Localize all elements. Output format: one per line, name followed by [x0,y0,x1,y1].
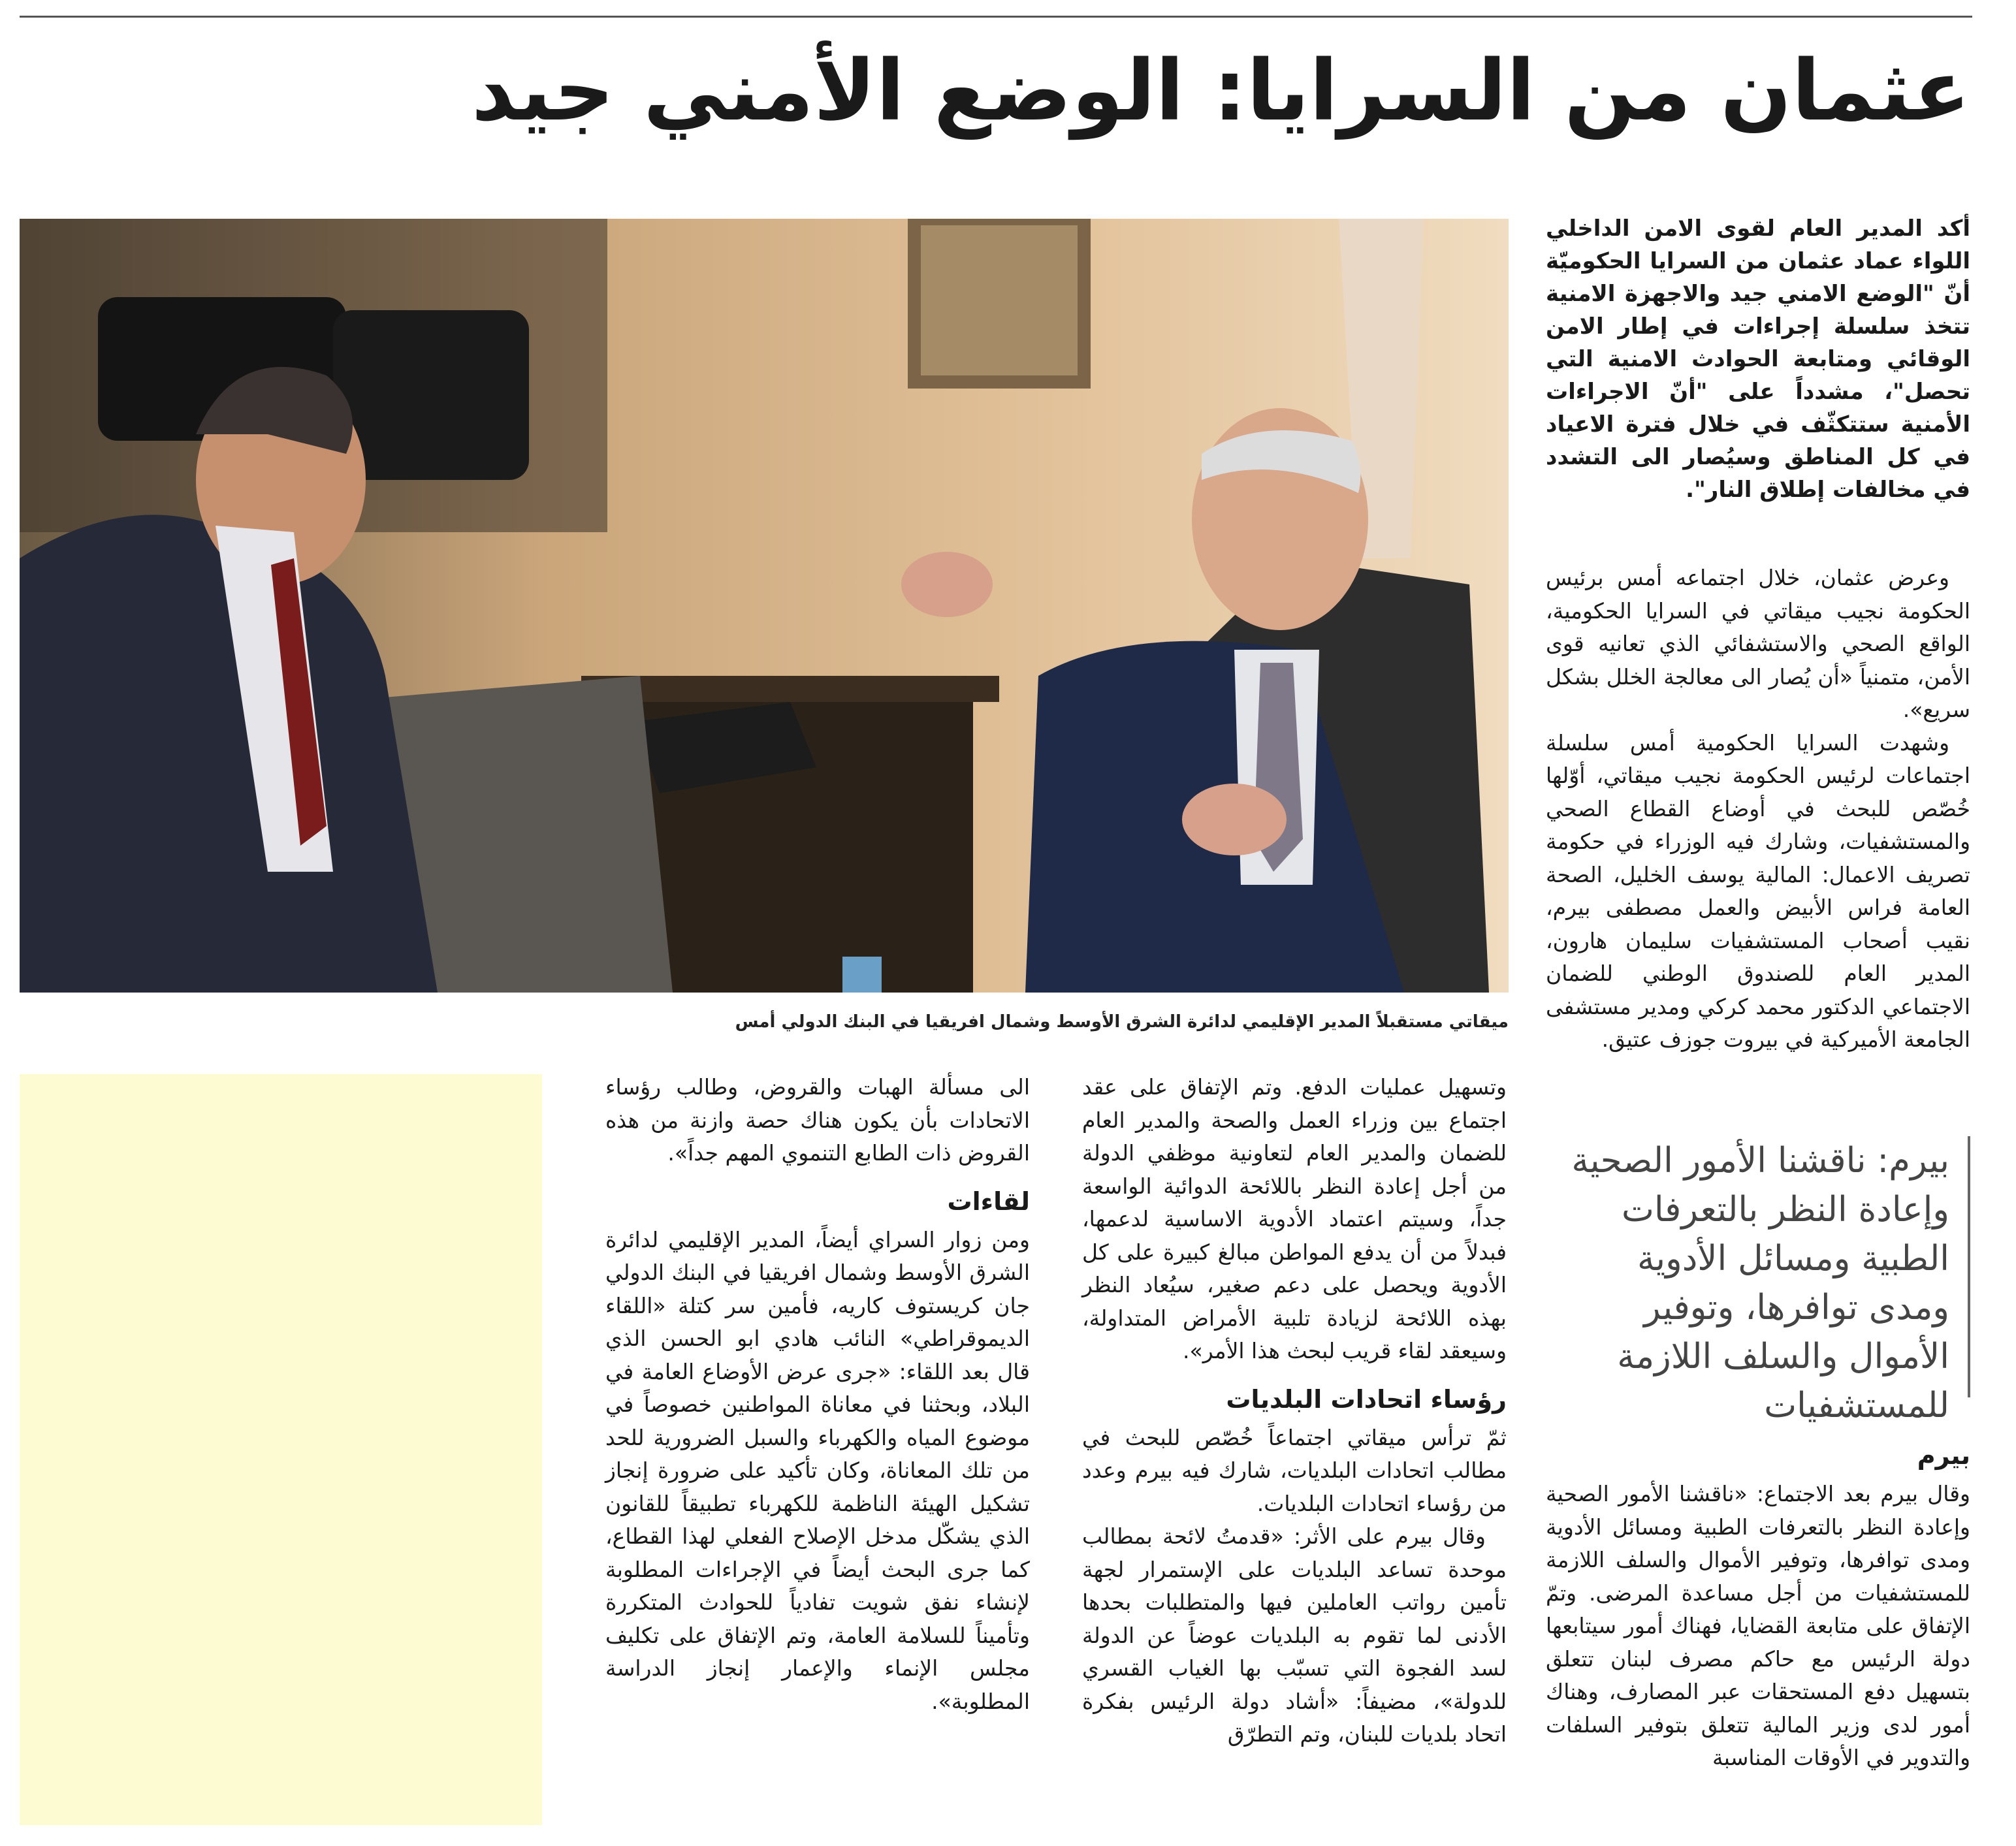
meeting-photo-illustration [20,219,1509,993]
column3-paragraph-2: ومن زوار السراي أيضاً، المدير الإقليمي لدائرة الشرق الأوسط وشمال افريقيا في البنك الدولي جان كريستوف كاريه، فأمين سر كتلة «اللقاء الديموقراطي» النائب هادي ابو الحسن الذي قال بعد اللقاء: «جرى عرض الأوضاع العامة في البلاد، وبحثنا في معاناة المواطنين خصوصاً في موضوع المياه والكهرباء والسبل الضرورية للحد من تلك المعاناة، وكان تأكيد على ضرورة إنجاز تشكيل الهيئة الناظمة للكهرباء تطبيقاً للقانون الذي يشكّل مدخل الإصلاح الفعلي لهذا القطاع، كما جرى البحث أيضاً في الإجراءات المطلوبة لإنشاء نفق شويت تفادياً للحوادث المتكررة وتأميناً للسلامة العامة، وتم الإتفاق على تكليف مجلس الإنماء والإعمار إنجاز الدراسة المطلوبة». [605,1226,1030,1714]
column1-paragraph-3: وقال بيرم بعد الاجتماع: «ناقشنا الأمور الصحية وإعادة النظر بالتعرفات الطبية ومسائل الأدوية ومدى توافرها، وتوفير الأموال والسلف اللازمة للمستشفيات من أجل مساعدة المرضى. وتمّ الإتفاق على متابعة القضايا، فهناك أمور سيتابعها دولة الرئيس مع حاكم مصرف لبنان تتعلق بتسهيل دفع المستحقات عبر المصارف، وهناك أمور لدى وزير المالية تتعلق بتوفير السلفات والتدوير في الأوقات المناسبة [1546,1481,1970,1770]
subhead-municipal-unions: رؤساء اتحادات البلديات [1226,1384,1507,1414]
lead-paragraph [1546,212,1970,506]
column2-paragraph-2: ثمّ ترأس ميقاتي اجتماعاً خُصّص للبحث في مطالب اتحادات البلديات، شارك فيه بيرم وعدد من رؤساء اتحادات البلديات. [1082,1424,1507,1516]
article-column-1-lower [1546,1433,1970,1775]
column1-paragraph-2: وشهدت السرايا الحكومية أمس سلسلة اجتماعات لرئيس الحكومة نجيب ميقاتي، أوّلها خُصّص للبحث في أوضاع القطاع الصحي والمستشفيات، وشارك فيه الوزراء في حكومة تصريف الاعمال: المالية يوسف الخليل، الصحة العامة فراس الأبيض والعمل مصطفى بيرم، نقيب أصحاب المستشفيات سليمان هارون، المدير العام للصندوق الوطني للضمان الاجتماعي الدكتور محمد كركي ومدير مستشفى الجامعة الأميركية في بيروت جوزف عتيق. [1546,729,1970,1052]
subhead-bayram: بيرم [1917,1441,1970,1470]
article-column-2 [1082,1071,1507,1751]
lead-text: أكد المدير العام لقوى الامن الداخلي اللواء عماد عثمان من السرايا الحكوميّة أنّ "الوضع الامني جيد والاجهزة الامنية تتخذ سلسلة إجراءات في إطار الامن الوقائي ومتابعة الحوادث الامنية التي تحصل"، مشدداً على "أنّ الاجراءات الأمنية ستتكثّف في خلال فترة الاعياد في كل المناطق وسيُصار الى التشدد في مخالفات إطلاق النار". [1546,215,1970,503]
photo-caption: ميقاتي مستقبلاً المدير الإقليمي لدائرة الشرق الأوسط وشمال افريقيا في البنك الدولي أمس [735,1012,1509,1032]
column3-paragraph-1: الى مسألة الهبات والقروض، وطالب رؤساء الاتحادات بأن يكون هناك حصة وازنة من هذه القروض ذات الطابع التنموي المهم جداً». [605,1074,1030,1166]
column2-paragraph-3: وقال بيرم على الأثر: «قدمتُ لائحة بمطالب موحدة تساعد البلديات على الإستمرار لجهة تأمين رواتب العاملين فيها والمتطلبات بحدها الأدنى لما تقوم به البلديات عوضاً عن الدولة لسد الفجوة التي تسبّب بها الغياب القسري للدولة»، مضيفاً: «أشاد دولة الرئيس بفكرة اتحاد بلديات للبنان، وتم التطرّق [1082,1523,1507,1747]
subhead-meetings: لقاءات [947,1186,1030,1216]
column2-paragraph-1: وتسهيل عمليات الدفع. وتم الإتفاق على عقد اجتماع بين وزراء العمل والصحة والمدير العام للضمان والمدير العام لتعاونية موظفي الدولة من أجل إعادة النظر باللائحة الدوائية الواسعة جداً، وسيتم اعتماد الأدوية الاساسية لدعمها، فبدلاً من أن يدفع المواطن مبالغ كبيرة على كل الأدوية ويحصل على دعم صغير، سيُعاد النظر بهذه اللائحة لزيادة تلبية الأمراض المتداولة، وسيعقد لقاء قريب لبحث هذا الأمر». [1082,1074,1507,1363]
advertisement-placeholder [20,1074,542,1825]
headline: عثمان من السرايا: الوضع الأمني جيد [472,42,1970,140]
pull-quote: بيرم: ناقشنا الأمور الصحية وإعادة النظر بالتعرفات الطبية ومسائل الأدوية ومدى توافرها، وتوفير الأموال والسلف اللازمة للمستشفيات [1546,1136,1970,1397]
column1-paragraph-1: وعرض عثمان، خلال اجتماعه أمس برئيس الحكومة نجيب ميقاتي في السرايا الحكومية، الواقع الصحي والاستشفائي الذي تعانيه قوى الأمن، متمنياً «أن يُصار الى معالجة الخلل بشكل سريع». [1546,565,1970,722]
article-column-3 [605,1071,1030,1718]
top-rule [20,16,1972,18]
news-photo [20,219,1509,993]
article-column-1 [1546,562,1970,1057]
